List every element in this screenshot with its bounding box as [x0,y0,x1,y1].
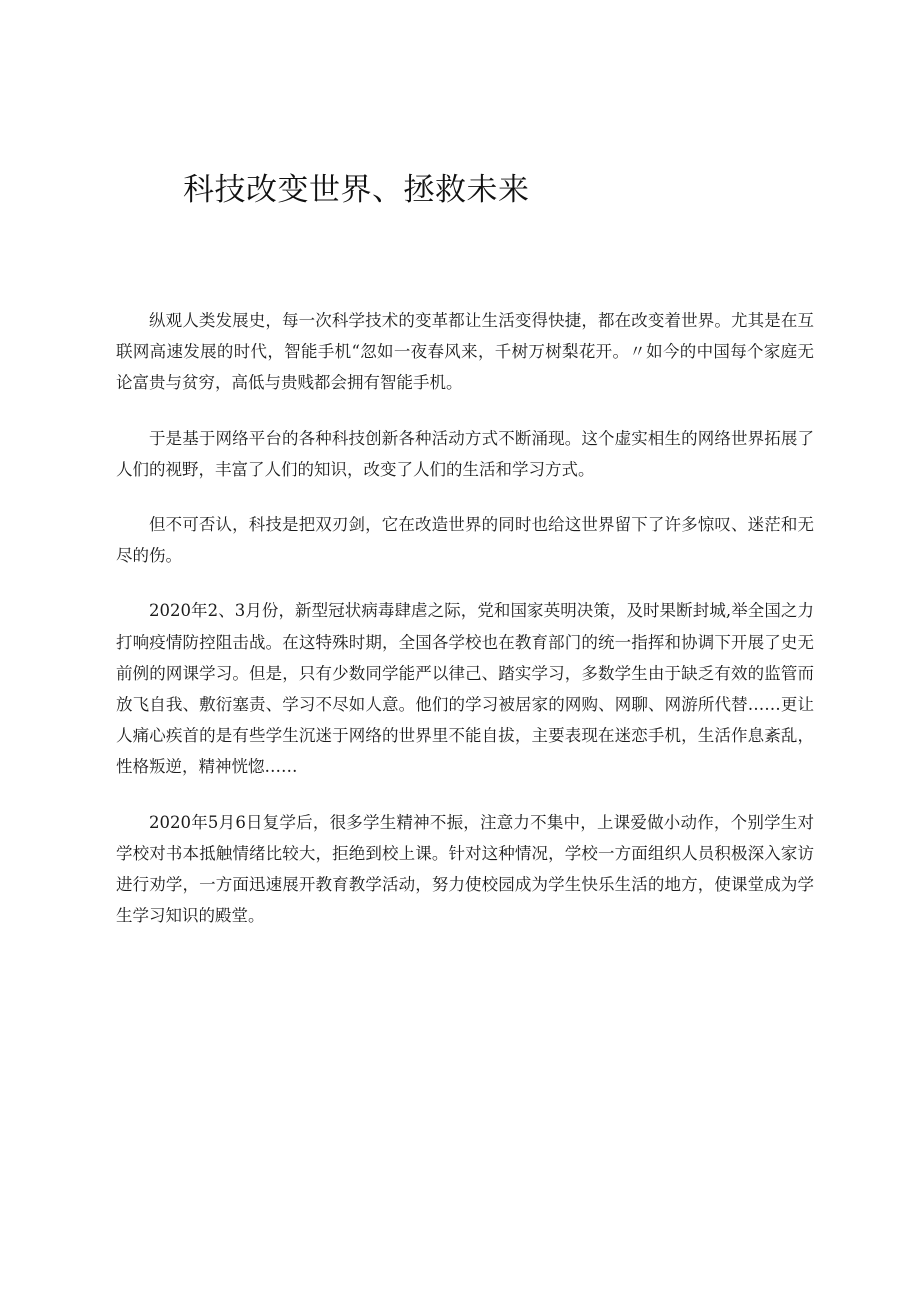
paragraph-5: 2020年5月6日复学后，很多学生精神不振，注意力不集中，上课爱做小动作，个别学生对学校对书本抵触情绪比较大，拒绝到校上课。针对这种情况，学校一方面组织人员积极深入家访进行劝学，一方面迅速展开教育教学活动，努力使校园成为学生快乐生活的地方，使课堂成为学生学习知识的殿堂。 [116,812,814,926]
document-body [116,305,814,955]
paragraph-3: 但不可否认，科技是把双刃剑，它在改造世界的同时也给这世界留下了许多惊叹、迷茫和无尽的伤。 [116,515,814,566]
paragraph-2: 于是基于网络平台的各种科技创新各种活动方式不断涌现。这个虚实相生的网络世界拓展了人们的视野，丰富了人们的知识，改变了人们的生活和学习方式。 [116,428,814,479]
document-title: 科技改变世界、拯救未来 [183,172,530,208]
paragraph-1: 纵观人类发展史，每一次科学技术的变革都让生活变得快捷，都在改变着世界。尤其是在互联网高速发展的时代，智能手机“忽如一夜春风来，千树万树梨花开。〃如今的中国每个家庭无论富贵与贫穷，高低与贵贱都会拥有智能手机。 [116,311,814,393]
paragraph-4: 2020年2、3月份，新型冠状病毒肆虐之际，党和国家英明决策，及时果断封城,举全国之力打响疫情防控阻击战。在这特殊时期，全国各学校也在教育部门的统一指挥和协调下开展了史无前例的网课学习。但是，只有少数同学能严以律己、踏实学习，多数学生由于缺乏有效的监管而放飞自我、敷衍塞责、学习不尽如人意。他们的学习被居家的网购、网聊、网游所代替……更让人痛心疾首的是有些学生沉迷于网络的世界里不能自拔，主要表现在迷恋手机，生活作息紊乱，性格叛逆，精神恍惚…… [116,601,814,777]
